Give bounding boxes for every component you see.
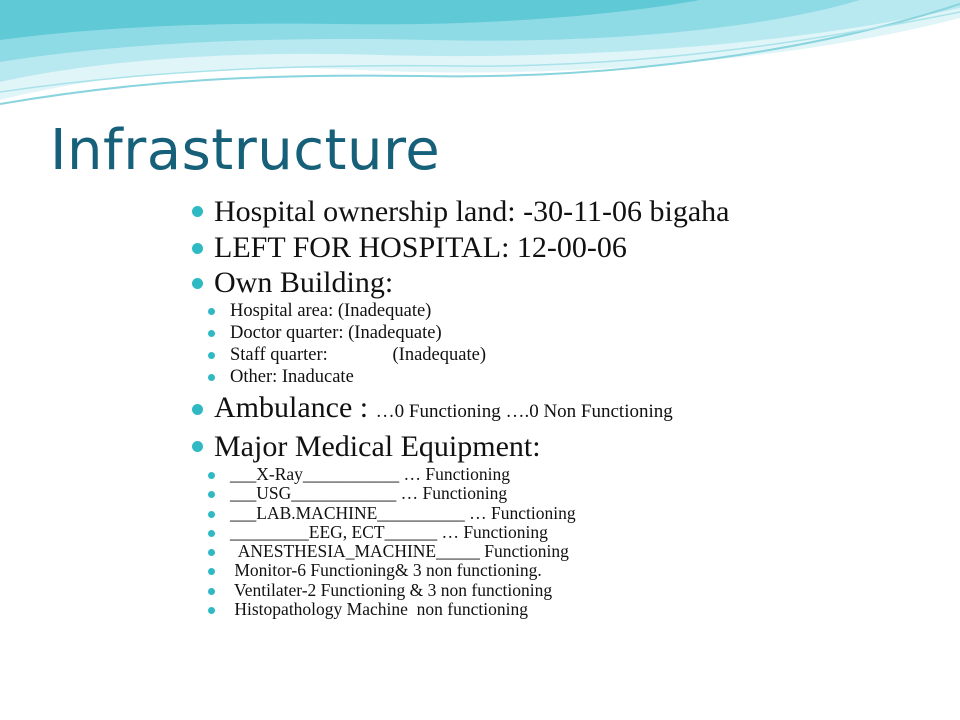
list-item: _________EEG, ECT______ … Functioning (190, 523, 930, 542)
slide-content (190, 193, 930, 622)
list-item: ANESTHESIA_MACHINE_____ Functioning (190, 542, 930, 561)
list-item: Hospital area: (Inadequate) (190, 300, 930, 322)
ambulance-list (190, 391, 930, 465)
list-item: Doctor quarter: (Inadequate) (190, 322, 930, 344)
list-item: Monitor-6 Functioning& 3 non functioning. (190, 561, 930, 580)
header-wave-decoration (0, 0, 960, 130)
own-building-list (190, 300, 930, 388)
list-item: ___USG____________ … Functioning (190, 484, 930, 503)
slide-title: Infrastructure (50, 118, 441, 183)
bullet-land-ownership: Hospital ownership land: -30-11-06 bigaha (190, 193, 930, 230)
ambulance-detail: …0 Functioning ….0 Non Functioning (375, 401, 673, 422)
list-item: Histopathology Machine non functioning (190, 600, 930, 619)
list-item: Ventilater-2 Functioning & 3 non functioning (190, 581, 930, 600)
main-bullet-list (190, 193, 930, 300)
bullet-left-for-hospital: LEFT FOR HOSPITAL: 12-00-06 (190, 230, 930, 265)
bullet-ambulance (190, 391, 930, 428)
bullet-own-building: Own Building: (190, 265, 930, 300)
bullet-major-equipment: Major Medical Equipment: (190, 428, 930, 465)
list-item: Other: Inaducate (190, 366, 930, 388)
equipment-list (190, 465, 930, 619)
list-item: ___X-Ray___________ … Functioning (190, 465, 930, 484)
ambulance-label: Ambulance : (214, 391, 376, 424)
list-item: ___LAB.MACHINE__________ … Functioning (190, 504, 930, 523)
list-item: Staff quarter: (Inadequate) (190, 344, 930, 366)
